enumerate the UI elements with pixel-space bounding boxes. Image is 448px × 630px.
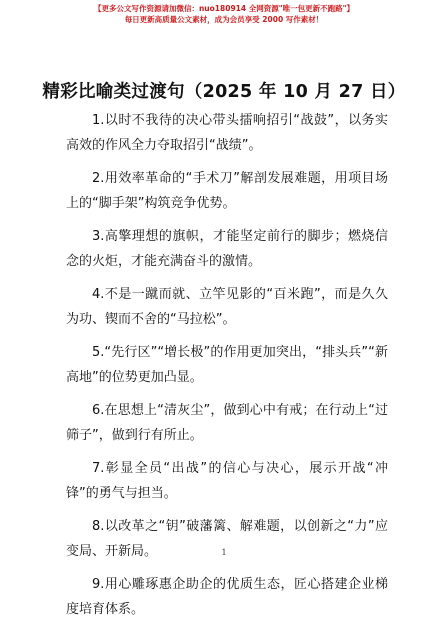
page-number: 1 <box>221 548 227 557</box>
paragraph-5: 5.“先行区”“增长极”的作用更加突出，“排头兵”“新高地”的位势更加凸显。 <box>66 345 388 385</box>
paragraph-1: 1.以时不我待的决心带头擂响招引“战鼓”，以务实高效的作风全力夺取招引“战绩”。 <box>66 113 388 153</box>
banner-line-1: 【更多公文写作资源请加微信：nuo180914 全网资源"唯一包更新不跑路"】 <box>93 4 355 13</box>
paragraph-6: 6.在思想上“清灰尘”，做到心中有戒；在行动上“过筛子”，做到行有所止。 <box>66 403 388 443</box>
paragraph-7: 7.彰显全员“出战”的信心与决心，展示开战“冲锋”的勇气与担当。 <box>66 461 388 501</box>
document-title: 精彩比喻类过渡句（2025 年 10 月 27 日） <box>42 82 406 102</box>
header-banner <box>0 3 448 25</box>
banner-line-2: 每日更新高质量公文素材，成为会员享受 2000 写作素材！ <box>124 15 324 24</box>
paragraph-3: 3.高擎理想的旗帜，才能坚定前行的脚步；燃烧信念的火炬，才能充满奋斗的激情。 <box>66 229 388 269</box>
paragraph-4: 4.不是一蹴而就、立竿见影的“百米跑”，而是久久为功、锲而不舍的“马拉松”。 <box>66 287 388 327</box>
paragraph-9: 9.用心雕琢惠企助企的优质生态，匠心搭建企业梯度培育体系。 <box>66 577 388 617</box>
paragraph-2: 2.用效率革命的“手术刀”解剖发展难题，用项目场上的“脚手架”构筑竞争优势。 <box>66 171 388 211</box>
paragraph-8: 8.以改革之“钥”破藩篱、解难题，以创新之“力”应变局、开新局。 <box>66 519 388 559</box>
